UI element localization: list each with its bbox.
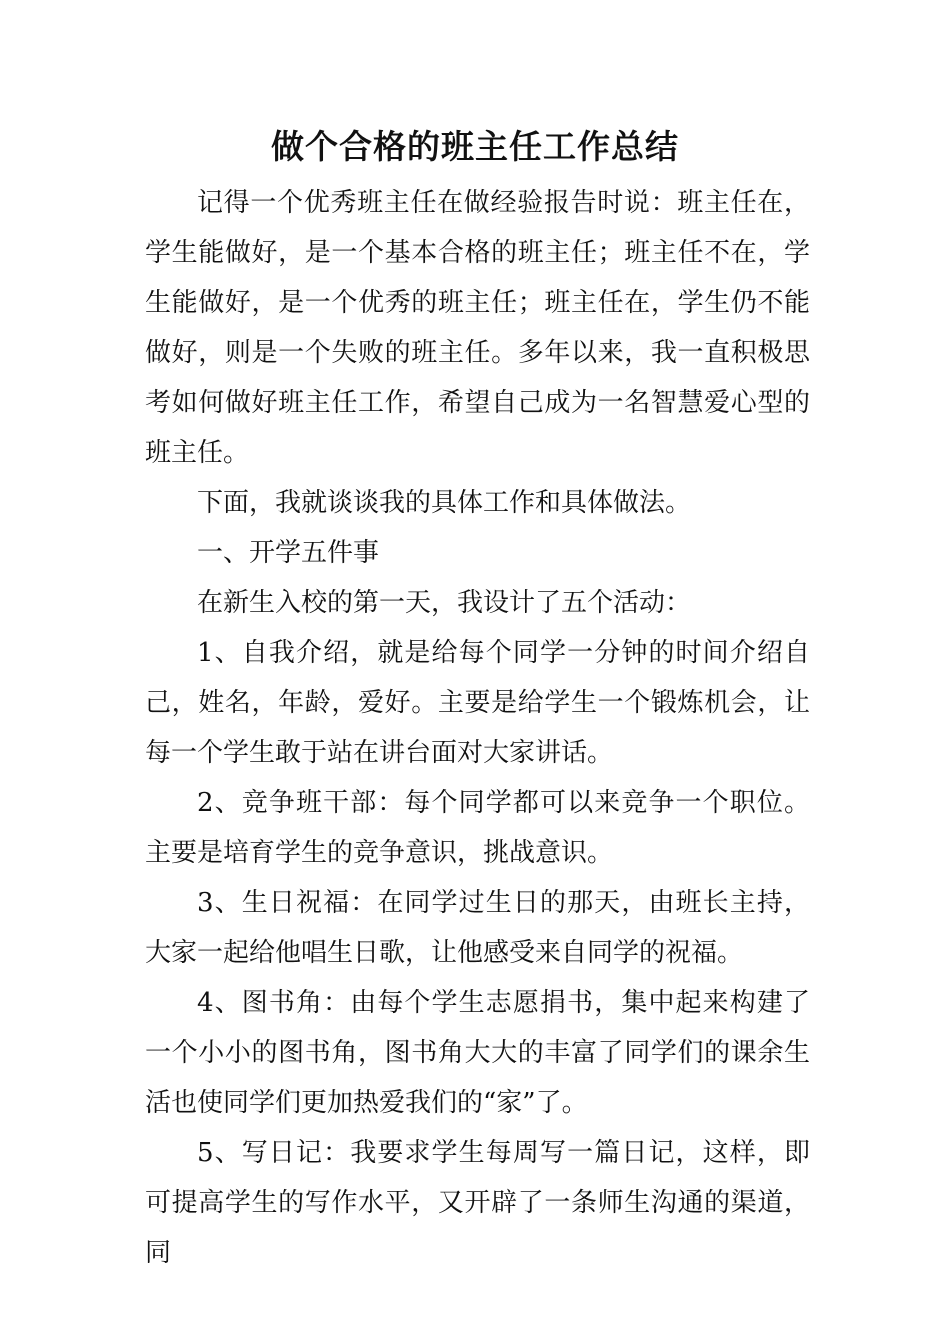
list-item: 5、写日记：我要求学生每周写一篇日记，这样，即可提高学生的写作水平，又开辟了一条师生沟通的渠道，同 (145, 1138, 810, 1268)
document-title: 做个合格的班主任工作总结 (271, 127, 679, 166)
list-item: 2、竞争班干部：每个同学都可以来竞争一个职位。主要是培育学生的竞争意识，挑战意识。 (145, 788, 810, 868)
paragraph-intro: 记得一个优秀班主任在做经验报告时说：班主任在，学生能做好，是一个基本合格的班主任；班主任不在，学生能做好，是一个优秀的班主任；班主任在，学生仍不能做好，则是一个失败的班主任。多年以来，我一直积极思考如何做好班主任工作，希望自己成为一名智慧爱心型的班主任。 (145, 188, 810, 468)
paragraph-activities-intro: 在新生入校的第一天，我设计了五个活动： (197, 588, 692, 618)
paragraph-overview: 下面，我就谈谈我的具体工作和具体做法。 (197, 488, 692, 518)
list-item: 1、自我介绍，就是给每个同学一分钟的时间介绍自己，姓名，年龄，爱好。主要是给学生一个锻炼机会，让每一个学生敢于站在讲台面对大家讲话。 (145, 638, 810, 768)
list-item: 4、图书角：由每个学生志愿捐书，集中起来构建了一个小小的图书角，图书角大大的丰富了同学们的课余生活也使同学们更加热爱我们的“家”了。 (145, 988, 810, 1118)
document-body (145, 178, 810, 1278)
list-item: 3、生日祝福：在同学过生日的那天，由班长主持，大家一起给他唱生日歌，让他感受来自同学的祝福。 (145, 888, 810, 968)
section-heading: 一、开学五件事 (197, 538, 380, 568)
